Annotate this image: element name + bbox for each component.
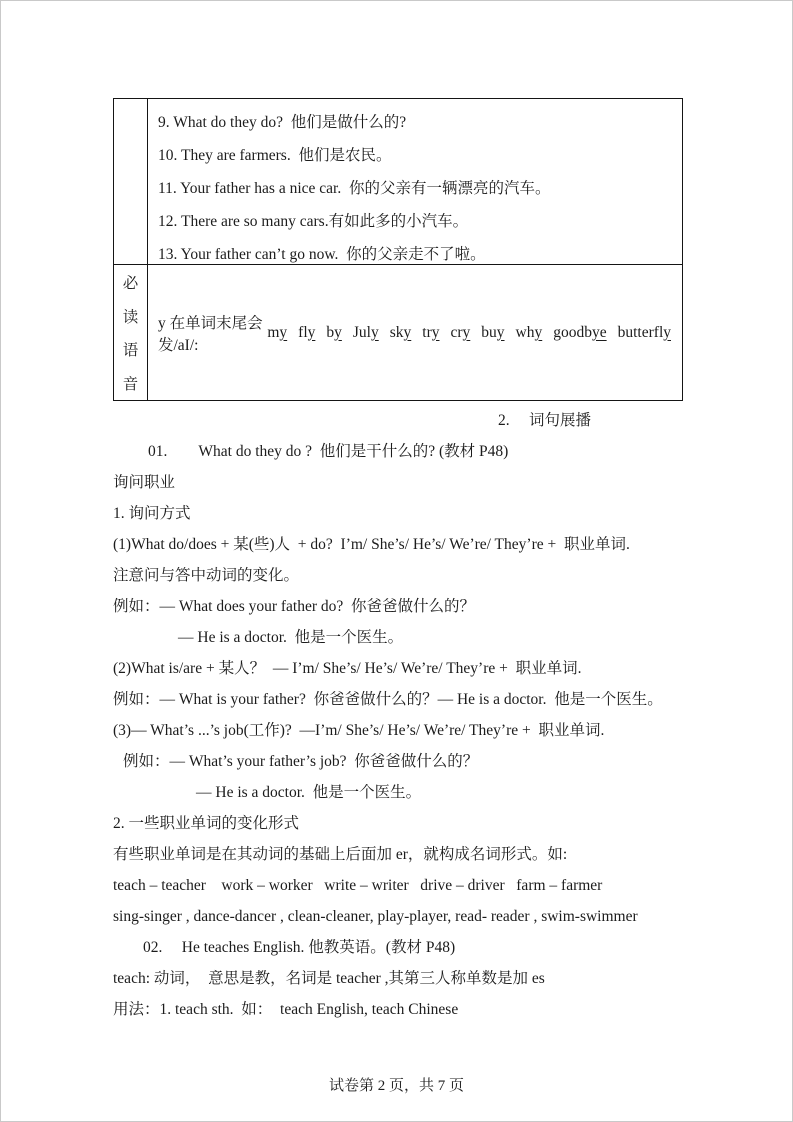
word-pairs-row-1: teach – teacher work – worker write – writer drive – driver farm – farmer [113,877,603,894]
label-char: 读 [122,308,139,326]
example-2: 例如：— What is your father? 你爸爸做什么的？— He is a doctor. 他是一个医生。 [113,691,663,708]
word-pairs-row-2: sing-singer , dance-dancer , clean-cleaner, play-player, read- reader , swim-swimmer [113,908,638,925]
phonics-word: cry [450,323,471,341]
example-3-answer: — He is a doctor. 他是一个医生。 [196,784,422,801]
label-char: 必 [122,274,139,292]
phonics-word: try [422,323,440,341]
phonics-word: sky [389,323,412,341]
pattern-1: (1)What do/does + 某(些)人 + do? I’m/ She’s/ He’s/ We’re/ They’re + 职业单词. [113,536,630,553]
vertical-label [114,265,147,400]
phonics-line [148,265,682,400]
phonics-word: butterfly [617,323,671,341]
phonics-words [267,324,682,342]
topic-label: 询问职业 [113,474,176,491]
label-char: 音 [122,376,139,394]
item-01-heading: 01. What do they do ? 他们是干什么的? (教材 P48) [148,443,509,460]
example-1-answer: — He is a doctor. 他是一个医生。 [178,629,404,646]
phonics-prefix: y 在单词末尾会发/aI/: [158,314,263,354]
sentence-line: 13. Your father can’t go now. 你的父亲走不了啦。 [158,246,486,263]
usage-line: 用法：1. teach sth. 如： teach English, teach Chinese [113,1001,459,1018]
page-footer: 试卷第 2 页，共 7 页 [328,1078,464,1094]
body-content [113,405,713,1025]
sentence-line: 10. They are farmers. 他们是农民。 [158,147,392,164]
sentence-line: 9. What do they do? 他们是做什么的? [158,114,407,131]
point-1-heading: 1. 询问方式 [113,505,191,522]
pattern-2: (2)What is/are + 某人？ — I’m/ She’s/ He’s/ We’re/ They’re + 职业单词. [113,660,582,677]
phonics-word: goodbye [553,323,607,341]
table-empty-label-cell [114,99,148,265]
section-heading: 2. 词句展播 [498,412,592,429]
sentences-cell [148,99,683,265]
phonics-word: buy [481,323,505,341]
pattern-3: (3)— What’s ...’s job(工作)? —I’m/ She’s/ He’s/ We’re/ They’re + 职业单词. [113,722,605,739]
phonics-word: fly [298,323,316,341]
label-char: 语 [122,342,139,360]
point-2-heading: 2. 一些职业单词的变化形式 [113,815,300,832]
phonics-word: by [326,323,342,341]
table-row-sentences [114,99,683,265]
item-02-heading: 02. He teaches English. 他教英语。(教材 P48) [143,939,456,956]
phonics-label-cell [114,265,148,401]
sentences-list [148,99,682,264]
note-line: 注意问与答中动词的变化。 [113,567,300,584]
phonics-cell [148,265,683,401]
teach-explanation: teach: 动词， 意思是教，名词是 teacher ,其第三人称单数是加 es [113,970,545,987]
phonics-word: my [267,323,288,341]
table-row-phonics [114,265,683,401]
sentences-table [113,98,683,401]
phonics-word: why [515,323,543,341]
phonics-word: July [352,323,379,341]
example-1-question: 例如：— What does your father do? 你爸爸做什么的？ [113,598,476,615]
rule-description: 有些职业单词是在其动词的基础上后面加 er，就构成名词形式。如: [113,846,568,863]
example-3-question: 例如：— What’s your father’s job? 你爸爸做什么的？ [123,753,479,770]
sentence-line: 11. Your father has a nice car. 你的父亲有一辆漂亮的汽车。 [158,180,551,197]
sentence-line: 12. There are so many cars.有如此多的小汽车。 [158,213,469,230]
